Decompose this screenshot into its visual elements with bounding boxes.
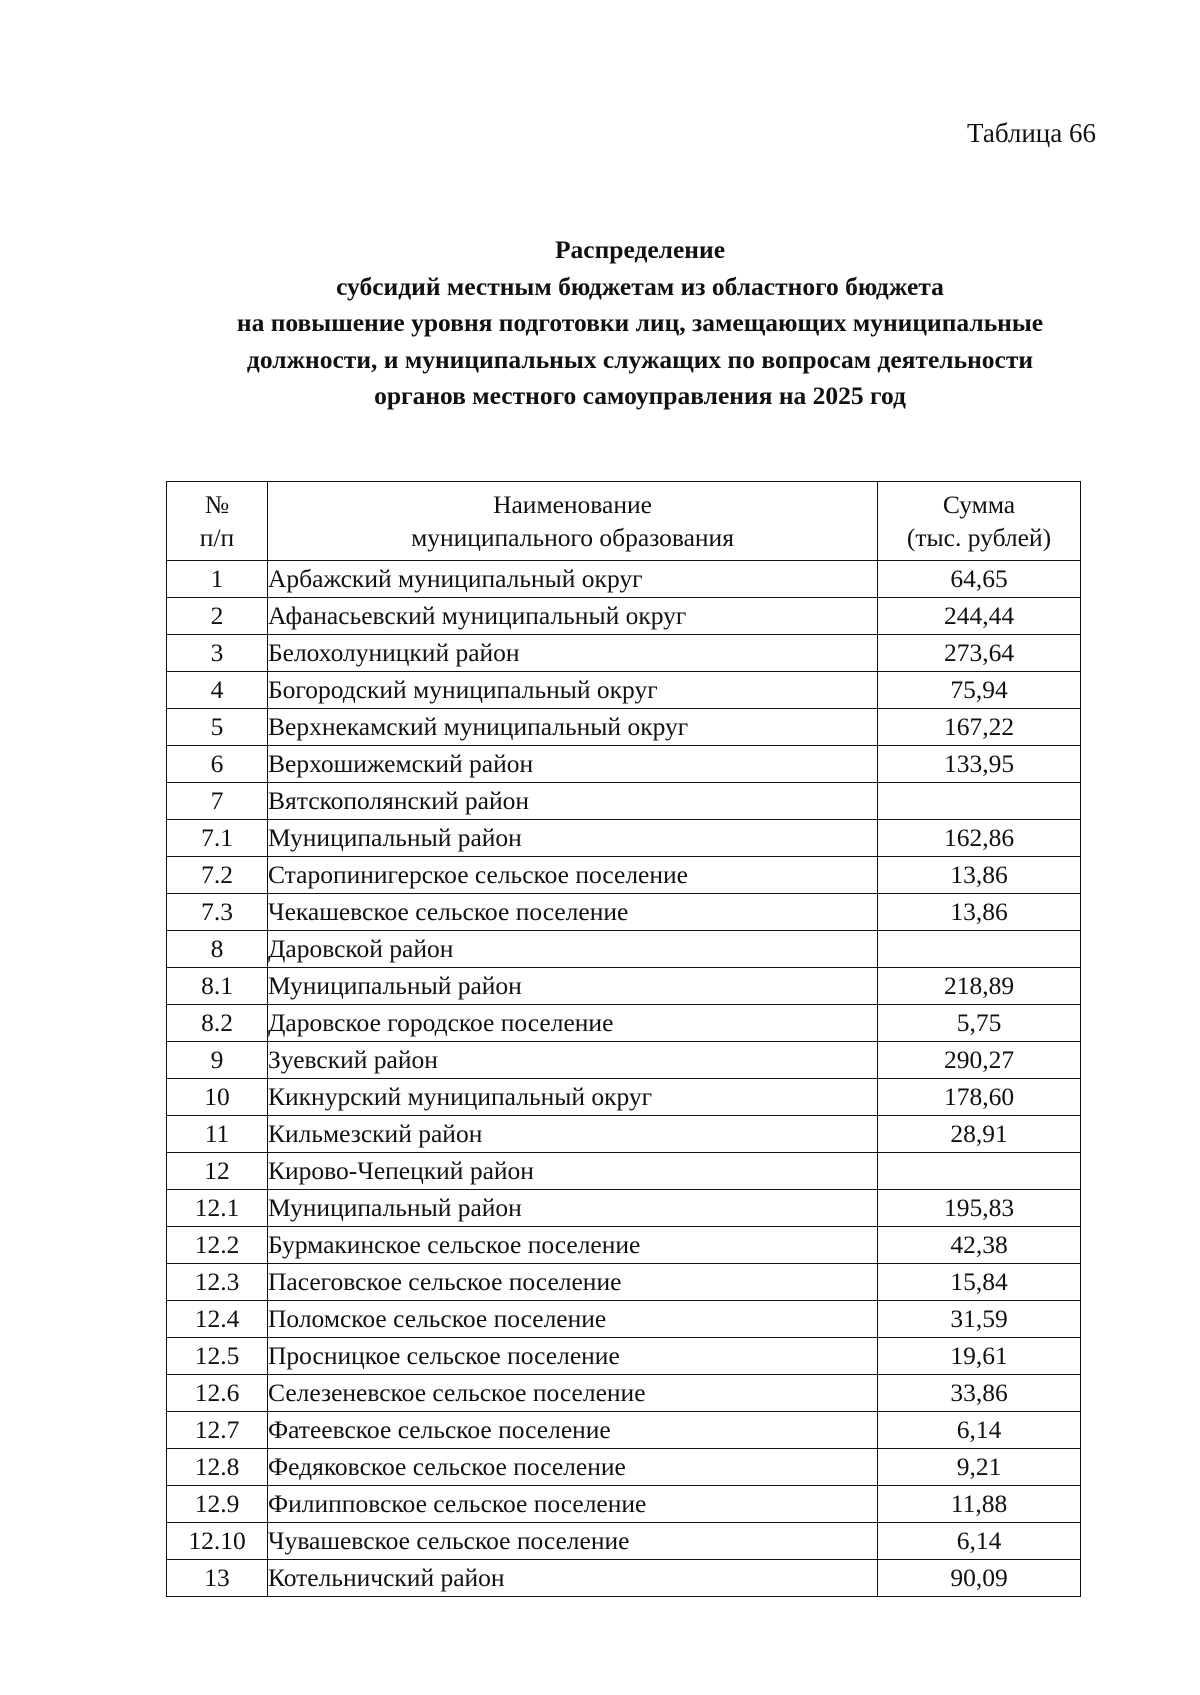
row-sum-cell: 195,83: [878, 1190, 1081, 1227]
row-sum-cell: 290,27: [878, 1042, 1081, 1079]
table-row: [167, 894, 1081, 931]
title-line: органов местного самоуправления на 2025 год: [374, 381, 906, 410]
row-number-cell: 7: [167, 783, 268, 820]
header-sum-line: (тыс. рублей): [906, 523, 1052, 552]
header-sum: [878, 482, 1081, 561]
table-row: [167, 1301, 1081, 1338]
row-sum-cell: 178,60: [878, 1079, 1081, 1116]
row-sum-cell: 6,14: [878, 1412, 1081, 1449]
table-row: [167, 1153, 1081, 1190]
table-row: [167, 931, 1081, 968]
row-name-cell: Бурмакинское сельское поселение: [268, 1227, 878, 1264]
row-sum-cell: 19,61: [878, 1338, 1081, 1375]
row-name-cell: Даровское городское поселение: [268, 1005, 878, 1042]
row-number-cell: 12.10: [167, 1523, 268, 1560]
row-number-cell: 12.9: [167, 1486, 268, 1523]
row-name-cell: Зуевский район: [268, 1042, 878, 1079]
row-name-cell: Старопинигерское сельское поселение: [268, 857, 878, 894]
row-name-cell: Филипповское сельское поселение: [268, 1486, 878, 1523]
table-row: [167, 709, 1081, 746]
row-name-cell: Верхнекамский муниципальный округ: [268, 709, 878, 746]
row-number-cell: 12.4: [167, 1301, 268, 1338]
row-name-cell: Муниципальный район: [268, 820, 878, 857]
header-name-line: Наименование: [493, 490, 652, 519]
table-row: [167, 672, 1081, 709]
row-number-cell: 12.2: [167, 1227, 268, 1264]
row-sum-cell: 15,84: [878, 1264, 1081, 1301]
row-name-cell: Белохолуницкий район: [268, 635, 878, 672]
row-name-cell: Муниципальный район: [268, 1190, 878, 1227]
row-sum-cell: 75,94: [878, 672, 1081, 709]
row-name-cell: Селезеневское сельское поселение: [268, 1375, 878, 1412]
row-number-cell: 7.1: [167, 820, 268, 857]
row-sum-cell: 11,88: [878, 1486, 1081, 1523]
row-name-cell: Котельничский район: [268, 1560, 878, 1597]
row-number-cell: 5: [167, 709, 268, 746]
row-name-cell: Федяковское сельское поселение: [268, 1449, 878, 1486]
document-title: [150, 232, 1130, 415]
row-number-cell: 3: [167, 635, 268, 672]
row-name-cell: Кирово-Чепецкий район: [268, 1153, 878, 1190]
title-line: Распределение: [554, 235, 726, 264]
row-name-cell: Верхошижемский район: [268, 746, 878, 783]
table-number: Таблица 66: [967, 118, 1096, 148]
row-sum-cell: 31,59: [878, 1301, 1081, 1338]
row-name-cell: Даровской район: [268, 931, 878, 968]
row-number-cell: 6: [167, 746, 268, 783]
table-row: [167, 1449, 1081, 1486]
row-number-cell: 12.5: [167, 1338, 268, 1375]
row-number-cell: 8: [167, 931, 268, 968]
row-sum-cell: 5,75: [878, 1005, 1081, 1042]
table-row: [167, 1227, 1081, 1264]
table-body: [167, 561, 1081, 1597]
row-number-cell: 12.8: [167, 1449, 268, 1486]
row-sum-cell: 28,91: [878, 1116, 1081, 1153]
table-row: [167, 1190, 1081, 1227]
row-sum-cell: 244,44: [878, 598, 1081, 635]
table-row: [167, 1079, 1081, 1116]
row-name-cell: Просницкое сельское поселение: [268, 1338, 878, 1375]
table-row: [167, 857, 1081, 894]
row-name-cell: Афанасьевский муниципальный округ: [268, 598, 878, 635]
header-name-line: муниципального образования: [411, 523, 734, 552]
table-header-row: [167, 482, 1081, 561]
row-sum-cell: 6,14: [878, 1523, 1081, 1560]
row-number-cell: 8.2: [167, 1005, 268, 1042]
header-sum-line: Сумма: [942, 490, 1016, 519]
row-number-cell: 9: [167, 1042, 268, 1079]
row-name-cell: Арбажский муниципальный округ: [268, 561, 878, 598]
row-name-cell: Чекашевское сельское поселение: [268, 894, 878, 931]
table-row: [167, 1486, 1081, 1523]
header-number: [167, 482, 268, 561]
row-number-cell: 4: [167, 672, 268, 709]
row-number-cell: 8.1: [167, 968, 268, 1005]
row-name-cell: Богородский муниципальный округ: [268, 672, 878, 709]
table-row: [167, 1523, 1081, 1560]
subsidy-table: [166, 481, 1081, 1597]
row-number-cell: 12: [167, 1153, 268, 1190]
row-number-cell: 2: [167, 598, 268, 635]
row-sum-cell: 167,22: [878, 709, 1081, 746]
row-number-cell: 12.7: [167, 1412, 268, 1449]
table-row: [167, 1560, 1081, 1597]
table-row: [167, 968, 1081, 1005]
row-number-cell: 11: [167, 1116, 268, 1153]
row-sum-cell: 13,86: [878, 894, 1081, 931]
row-number-cell: 10: [167, 1079, 268, 1116]
row-sum-cell: [878, 931, 1081, 968]
table-row: [167, 1042, 1081, 1079]
row-sum-cell: 90,09: [878, 1560, 1081, 1597]
row-number-cell: 13: [167, 1560, 268, 1597]
row-name-cell: Фатеевское сельское поселение: [268, 1412, 878, 1449]
table-row: [167, 783, 1081, 820]
row-sum-cell: 133,95: [878, 746, 1081, 783]
row-sum-cell: 273,64: [878, 635, 1081, 672]
row-name-cell: Вятскополянский район: [268, 783, 878, 820]
row-sum-cell: 64,65: [878, 561, 1081, 598]
table-row: [167, 598, 1081, 635]
row-number-cell: 12.6: [167, 1375, 268, 1412]
header-name: [268, 482, 878, 561]
table-row: [167, 820, 1081, 857]
row-sum-cell: [878, 783, 1081, 820]
table-row: [167, 1005, 1081, 1042]
row-name-cell: Кикнурский муниципальный округ: [268, 1079, 878, 1116]
table-row: [167, 746, 1081, 783]
title-line: на повышение уровня подготовки лиц, замещающих муниципальные: [236, 308, 1044, 337]
table-row: [167, 1412, 1081, 1449]
table-row: [167, 1338, 1081, 1375]
row-sum-cell: 13,86: [878, 857, 1081, 894]
row-sum-cell: 218,89: [878, 968, 1081, 1005]
row-name-cell: Муниципальный район: [268, 968, 878, 1005]
table-row: [167, 635, 1081, 672]
table-row: [167, 1264, 1081, 1301]
table-row: [167, 1116, 1081, 1153]
table-row: [167, 1375, 1081, 1412]
header-number-line: п/п: [199, 523, 235, 552]
row-sum-cell: 33,86: [878, 1375, 1081, 1412]
row-number-cell: 7.3: [167, 894, 268, 931]
row-name-cell: Кильмезский район: [268, 1116, 878, 1153]
row-name-cell: Чувашевское сельское поселение: [268, 1523, 878, 1560]
row-number-cell: 12.3: [167, 1264, 268, 1301]
header-number-line: №: [204, 490, 230, 519]
row-number-cell: 1: [167, 561, 268, 598]
row-sum-cell: 162,86: [878, 820, 1081, 857]
row-sum-cell: 9,21: [878, 1449, 1081, 1486]
row-name-cell: Пасеговское сельское поселение: [268, 1264, 878, 1301]
row-sum-cell: [878, 1153, 1081, 1190]
table-row: [167, 561, 1081, 598]
row-name-cell: Поломское сельское поселение: [268, 1301, 878, 1338]
row-sum-cell: 42,38: [878, 1227, 1081, 1264]
title-line: субсидий местным бюджетам из областного бюджета: [336, 271, 944, 301]
row-number-cell: 12.1: [167, 1190, 268, 1227]
row-number-cell: 7.2: [167, 857, 268, 894]
title-line: должности, и муниципальных служащих по вопросам деятельности: [246, 344, 1034, 374]
